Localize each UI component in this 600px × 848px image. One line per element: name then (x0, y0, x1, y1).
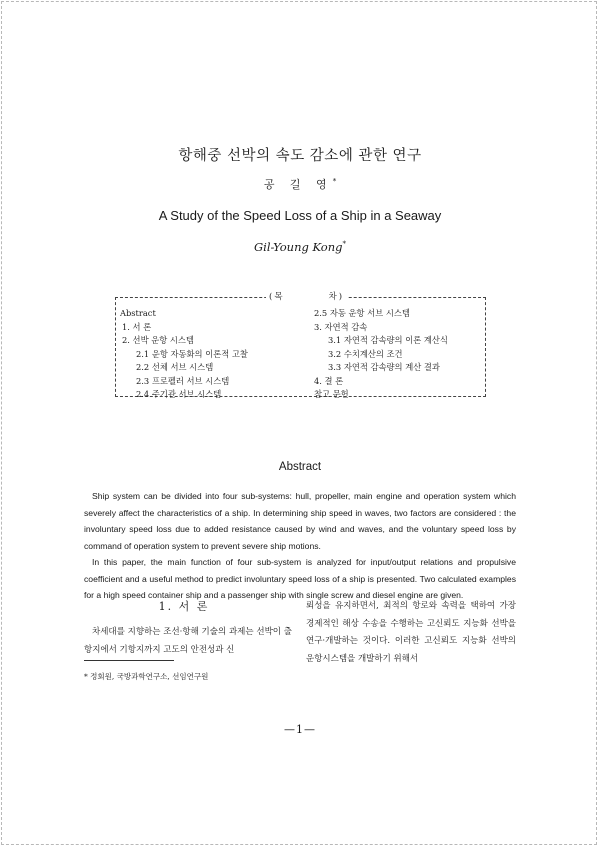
body-right-column (306, 598, 516, 668)
toc-item[interactable]: 2.4 주기관 서브 시스템 (136, 389, 222, 399)
english-title: A Study of the Speed Loss of a Ship in a Seaway (158, 208, 442, 223)
page-number: —1— (284, 723, 316, 736)
footnote: * 정회원, 국방과학연구소, 선임연구원 (84, 672, 209, 681)
toc-heading-right: 차) (328, 292, 345, 302)
korean-author (0, 176, 600, 192)
english-author (0, 240, 600, 254)
body-left-column (84, 624, 292, 659)
toc-item[interactable]: 3.2 수치계산의 조건 (328, 348, 403, 359)
body-paragraph: 뢰성을 유지하면서, 최적의 항로와 속력을 택하여 가장 경제적인 해상 수송을 수행하는 고신뢰도 지능화 선박을 연구·개발하는 것이다. 이러한 고신뢰도 지능화 선박의 운항시스템을 개발하기 위해서 (306, 601, 516, 664)
abstract-paragraph: In this paper, the main function of four sub-system is analyzed for input/output relations and propulsive coefficient and a useful method to predict involuntary speed loss of a ship is presented. Two calculated examples for a high speed container ship and a passenger ship with single screw and diesel engine are given. (84, 557, 516, 600)
toc-item[interactable]: 2. 선박 운항 시스템 (122, 335, 194, 345)
section-heading: 1. 서 론 (158, 600, 210, 613)
toc-item[interactable]: 1. 서 론 (122, 321, 152, 332)
toc-item[interactable]: 2.3 프로펠러 서브 시스템 (136, 375, 230, 386)
table-of-contents (115, 292, 486, 399)
korean-title: 항해중 선박의 속도 감소에 관한 연구 (178, 148, 422, 164)
toc-item[interactable]: 2.5 자동 운항 서브 시스템 (314, 308, 410, 318)
korean-author-name: 공 길 영 (263, 178, 333, 191)
english-author-mark: * (342, 240, 346, 249)
abstract-body (84, 488, 516, 604)
toc-item[interactable]: 3. 자연적 감속 (314, 321, 368, 332)
abstract-heading: Abstract (278, 461, 322, 473)
toc-heading (266, 290, 347, 302)
page-border (1, 1, 597, 845)
toc-item[interactable]: 2.1 운항 자동화의 이론적 고찰 (136, 348, 248, 359)
toc-item[interactable]: 3.3 자연적 감속량의 계산 결과 (328, 362, 440, 372)
toc-item[interactable]: 3.1 자연적 감속량의 이론 계산식 (328, 335, 448, 345)
toc-left-column (120, 307, 248, 402)
english-author-name: Gil-Young Kong (254, 240, 343, 254)
body-paragraph: 차세대를 지향하는 조선·항해 기술의 과제는 선박이 출항지에서 기항지까지 고도의 안전성과 신 (84, 627, 292, 655)
toc-item[interactable]: 참고 문헌 (314, 389, 349, 399)
abstract-paragraph: Ship system can be divided into four sub-systems: hull, propeller, main engine and operation system which severely affect the characteristics of a ship. In determining ship speed in waves, two factors are considered : the involuntary speed loss due to added resistance caused by wind and waves, and the voluntary speed loss by command of operation system to prevent severe ship motions. (84, 491, 516, 551)
toc-item-abstract[interactable]: Abstract (120, 308, 156, 318)
toc-item[interactable]: 2.2 선체 서브 시스템 (136, 362, 214, 372)
footnote-divider (84, 660, 174, 661)
toc-right-column (312, 307, 448, 402)
toc-item[interactable]: 4. 결 론 (314, 375, 344, 386)
korean-author-mark: * (332, 177, 337, 186)
toc-heading-left: (목 (269, 292, 285, 302)
